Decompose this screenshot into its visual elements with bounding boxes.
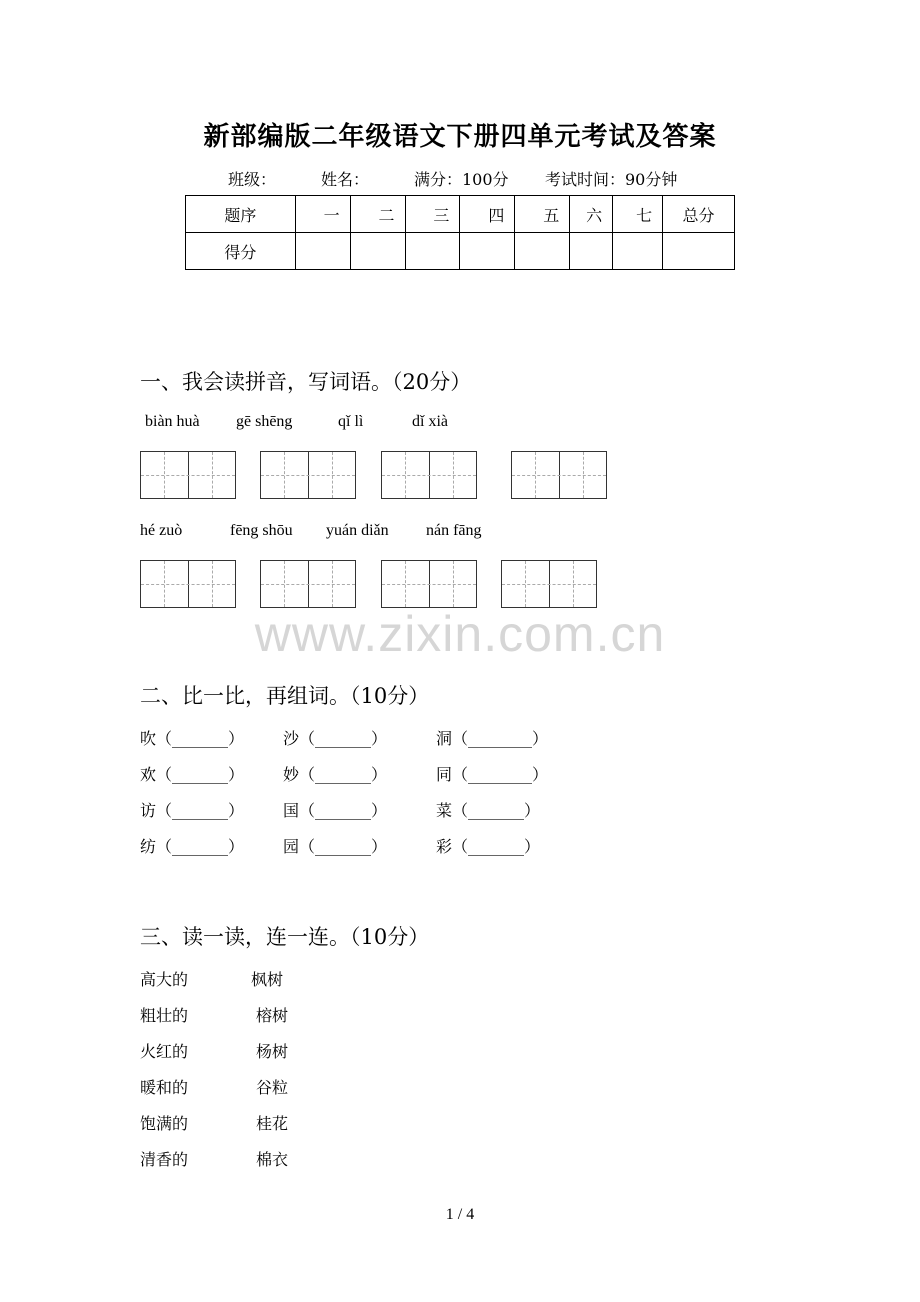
match-left-item[interactable]: 饱满的 bbox=[140, 1114, 189, 1133]
match-left-item[interactable]: 暖和的 bbox=[140, 1078, 189, 1097]
full-score-label: 满分：100分 bbox=[414, 170, 509, 189]
score-cell[interactable] bbox=[460, 233, 515, 270]
header-cell-1: 一 bbox=[295, 196, 350, 233]
match-left-item[interactable]: 粗壮的 bbox=[140, 1006, 189, 1025]
match-left-item[interactable]: 清香的 bbox=[140, 1150, 189, 1169]
pinyin-label: gē shēng bbox=[236, 413, 293, 430]
header-cell-4: 四 bbox=[460, 196, 515, 233]
page-number: 1 / 4 bbox=[445, 1206, 475, 1223]
word-blank[interactable]: 同（________） bbox=[436, 765, 549, 784]
exam-time-label: 考试时间：90分钟 bbox=[545, 170, 678, 189]
score-cell[interactable] bbox=[295, 233, 350, 270]
word-blank[interactable]: 欢（_______） bbox=[140, 765, 245, 784]
writing-grid[interactable] bbox=[501, 560, 597, 608]
word-blank[interactable]: 园（_______） bbox=[283, 837, 388, 856]
pinyin-label: nán fāng bbox=[426, 522, 482, 539]
name-label: 姓名： bbox=[321, 170, 370, 189]
word-blank[interactable]: 吹（_______） bbox=[140, 729, 245, 748]
word-blank[interactable]: 彩（_______） bbox=[436, 837, 541, 856]
section-1-title: 一、我会读拼音，写词语。（20分） bbox=[140, 370, 472, 394]
score-cell[interactable] bbox=[613, 233, 663, 270]
pinyin-label: fēng shōu bbox=[230, 522, 293, 539]
section-3-title: 三、读一读，连一连。（10分） bbox=[140, 925, 430, 949]
header-cell-7: 七 bbox=[613, 196, 663, 233]
header-cell-5: 五 bbox=[515, 196, 570, 233]
score-cell[interactable] bbox=[515, 233, 570, 270]
pinyin-label: dǐ xià bbox=[412, 413, 448, 430]
score-cell[interactable] bbox=[405, 233, 460, 270]
pinyin-label: qǐ lì bbox=[338, 413, 364, 430]
class-label: 班级： bbox=[228, 170, 277, 189]
pinyin-label: biàn huà bbox=[145, 413, 200, 430]
word-blank[interactable]: 洞（________） bbox=[436, 729, 549, 748]
word-blank[interactable]: 沙（_______） bbox=[283, 729, 388, 748]
match-left-item[interactable]: 高大的 bbox=[140, 970, 189, 989]
word-blank[interactable]: 妙（_______） bbox=[283, 765, 388, 784]
word-blank[interactable]: 国（_______） bbox=[283, 801, 388, 820]
writing-grid[interactable] bbox=[260, 451, 356, 499]
writing-grid[interactable] bbox=[140, 451, 236, 499]
word-blank[interactable]: 访（_______） bbox=[140, 801, 245, 820]
score-table-score-row bbox=[186, 233, 735, 270]
writing-grid[interactable] bbox=[381, 451, 477, 499]
match-right-item[interactable]: 杨树 bbox=[256, 1042, 289, 1061]
score-cell[interactable] bbox=[570, 233, 613, 270]
score-cell-total[interactable] bbox=[663, 233, 735, 270]
header-cell-2: 二 bbox=[350, 196, 405, 233]
writing-grid[interactable] bbox=[511, 451, 607, 499]
watermark: www.zixin.com.cn bbox=[254, 606, 666, 662]
pinyin-label: hé zuò bbox=[140, 522, 183, 539]
score-row-label: 得分 bbox=[186, 233, 296, 270]
word-blank[interactable]: 菜（_______） bbox=[436, 801, 541, 820]
writing-grid[interactable] bbox=[260, 560, 356, 608]
match-right-item[interactable]: 桂花 bbox=[256, 1114, 289, 1133]
writing-grid[interactable] bbox=[381, 560, 477, 608]
writing-grid[interactable] bbox=[140, 560, 236, 608]
header-cell-order: 题序 bbox=[186, 196, 296, 233]
score-table-header-row bbox=[186, 196, 735, 233]
section-2-title: 二、比一比，再组词。（10分） bbox=[140, 684, 430, 708]
word-blank[interactable]: 纺（_______） bbox=[140, 837, 245, 856]
match-right-item[interactable]: 棉衣 bbox=[256, 1150, 289, 1169]
match-left-item[interactable]: 火红的 bbox=[140, 1042, 189, 1061]
match-right-item[interactable]: 枫树 bbox=[251, 970, 284, 989]
score-table bbox=[185, 195, 735, 270]
score-cell[interactable] bbox=[350, 233, 405, 270]
match-right-item[interactable]: 榕树 bbox=[256, 1006, 289, 1025]
document-title: 新部编版二年级语文下册四单元考试及答案 bbox=[203, 122, 717, 152]
header-cell-3: 三 bbox=[405, 196, 460, 233]
match-right-item[interactable]: 谷粒 bbox=[256, 1078, 289, 1097]
header-cell-6: 六 bbox=[570, 196, 613, 233]
header-cell-total: 总分 bbox=[663, 196, 735, 233]
pinyin-label: yuán diǎn bbox=[326, 522, 389, 539]
